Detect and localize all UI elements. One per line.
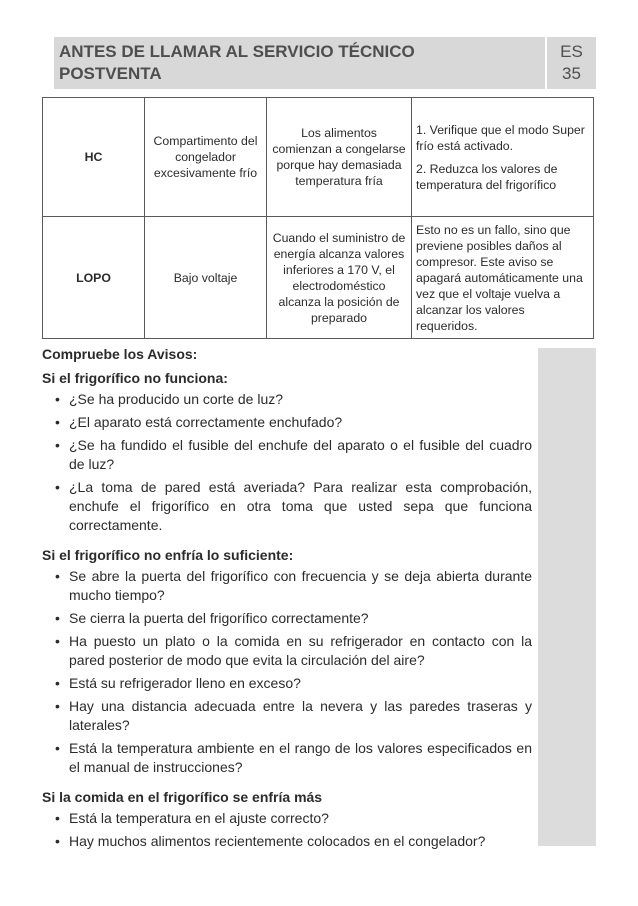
warnings-table [42,97,594,339]
list-item: • ¿Se ha fundido el fusible del enchufe del aparato o el fusible del cuadro de luz? [42,436,532,474]
list-item: • ¿El aparato está correctamente enchufado? [42,413,532,432]
action-text: 1. Verifique que el modo Super frío está activado. [416,122,585,153]
warning-action [412,98,594,217]
warning-description: Compartimento del congelador excesivamente frío [145,98,267,217]
list-item: • Ha puesto un plato o la comida en su refrigerador en contacto con la pared posterior de modo que evita la circulación del aire? [42,632,532,670]
list-item: • Está su refrigerador lleno en exceso? [42,674,532,693]
table-row [43,217,594,339]
list-item: • Está la temperatura ambiente en el rango de los valores especificados en el manual de instrucciones? [42,739,532,777]
warning-code: LOPO [43,217,145,339]
section-heading: Si el frigorífico no enfría lo suficiente: [42,547,294,563]
warning-cause: Cuando el suministro de energía alcanza valores inferiores a 170 V, el electrodoméstico alcanza la posición de preparado [267,217,412,339]
list-item: • Se cierra la puerta del frigorífico correctamente? [42,609,532,628]
list-item: • Se abre la puerta del frigorífico con frecuencia y se deja abierta durante mucho tiempo? [42,567,532,605]
list-item: • Hay muchos alimentos recientemente colocados en el congelador? [42,832,532,851]
section-heading: Si la comida en el frigorífico se enfría más [42,789,323,805]
page-title: ANTES DE LLAMAR AL SERVICIO TÉCNICO POSTVENTA [54,37,545,89]
list-item: • ¿La toma de pared está averiada? Para realizar esta comprobación, enchufe el frigorífico en otra toma que usted sepa que funciona correctamente. [42,478,532,535]
checklist [42,567,532,777]
side-bar [538,348,596,846]
warning-cause: Los alimentos comienzan a congelarse porque hay demasiada temperatura fría [267,98,412,217]
list-item: • Está la temperatura en el ajuste correcto? [42,809,532,828]
checklist [42,809,532,851]
warning-description: Bajo voltaje [145,217,267,339]
checklist [42,390,532,535]
page-header [54,37,596,89]
checks-section [42,345,532,855]
checks-title: Compruebe los Avisos: [42,346,198,362]
table-row [43,98,594,217]
section-heading: Si el frigorífico no funciona: [42,370,228,386]
warning-code: HC [43,98,145,217]
language-page-tag: ES 35 [547,37,596,89]
warning-action [412,217,594,339]
list-item: • ¿Se ha producido un corte de luz? [42,390,532,409]
list-item: • Hay una distancia adecuada entre la nevera y las paredes traseras y laterales? [42,697,532,735]
action-text: Esto no es un fallo, sino que previene posibles daños al compresor. Este aviso se apagará automáticamente una vez que el voltaje vuelva a alcanzar los valores requeridos. [416,222,583,333]
action-text: 2. Reduzca los valores de temperatura del frigorífico [416,161,558,192]
